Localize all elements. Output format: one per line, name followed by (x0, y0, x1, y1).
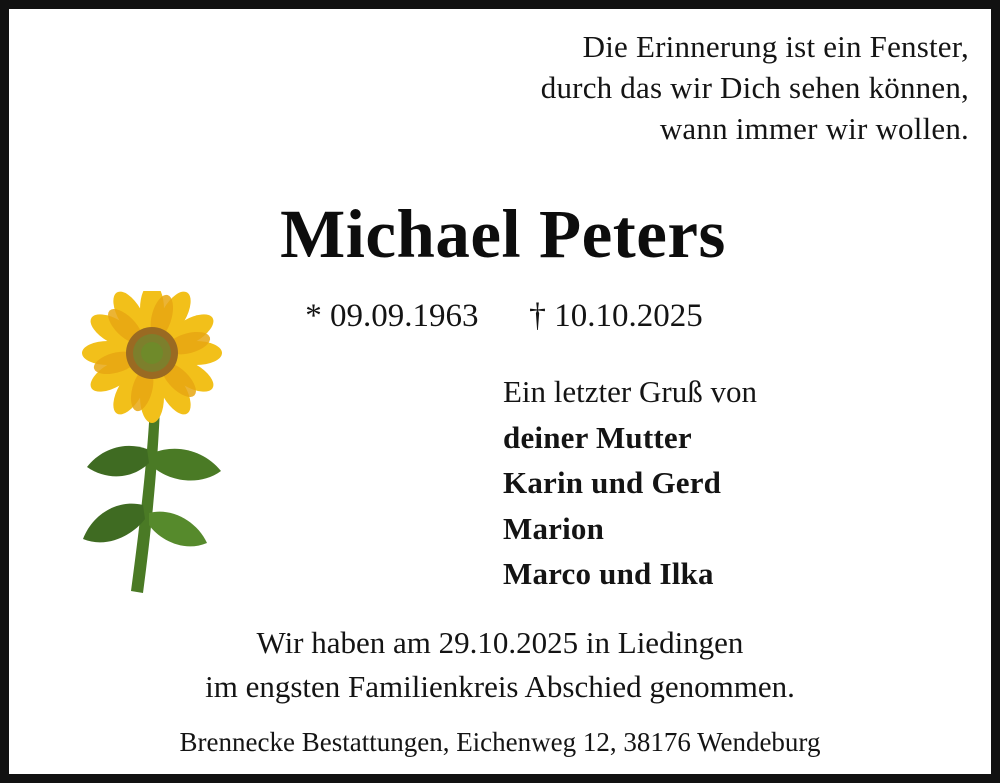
memorial-verse (349, 27, 969, 150)
farewell-line-1: Wir haben am 29.10.2025 in Liedingen (256, 625, 744, 660)
farewell-line-2: im engsten Familienkreis Abschied genommen. (205, 669, 795, 705)
verse-line-1: Die Erinnerung ist ein Fenster, (582, 29, 969, 64)
farewell-note (9, 621, 991, 709)
funeral-home-footer: Brennecke Bestattungen, Eichenweg 12, 38176 Wendeburg (179, 727, 821, 757)
mourner-2: Karin und Gerd (503, 465, 722, 501)
notice-inner (9, 9, 991, 774)
birth-date: 09.09.1963 (330, 298, 479, 334)
greeting-intro: Ein letzter Gruß von (503, 374, 757, 409)
verse-line-2: durch das wir Dich sehen können, (540, 69, 969, 105)
verse-line-3: wann immer wir wollen. (659, 110, 969, 146)
mourner-3: Marion (503, 510, 605, 546)
death-symbol: † (529, 297, 546, 334)
birth-symbol: * (305, 298, 322, 334)
death-date: 10.10.2025 (554, 298, 703, 334)
mourner-4: Marco und Ilka (503, 556, 714, 592)
deceased-name: Michael Peters (280, 196, 726, 272)
sunflower-icon (73, 291, 231, 593)
mourner-1: deiner Mutter (503, 419, 692, 455)
greeting-block (503, 369, 923, 597)
